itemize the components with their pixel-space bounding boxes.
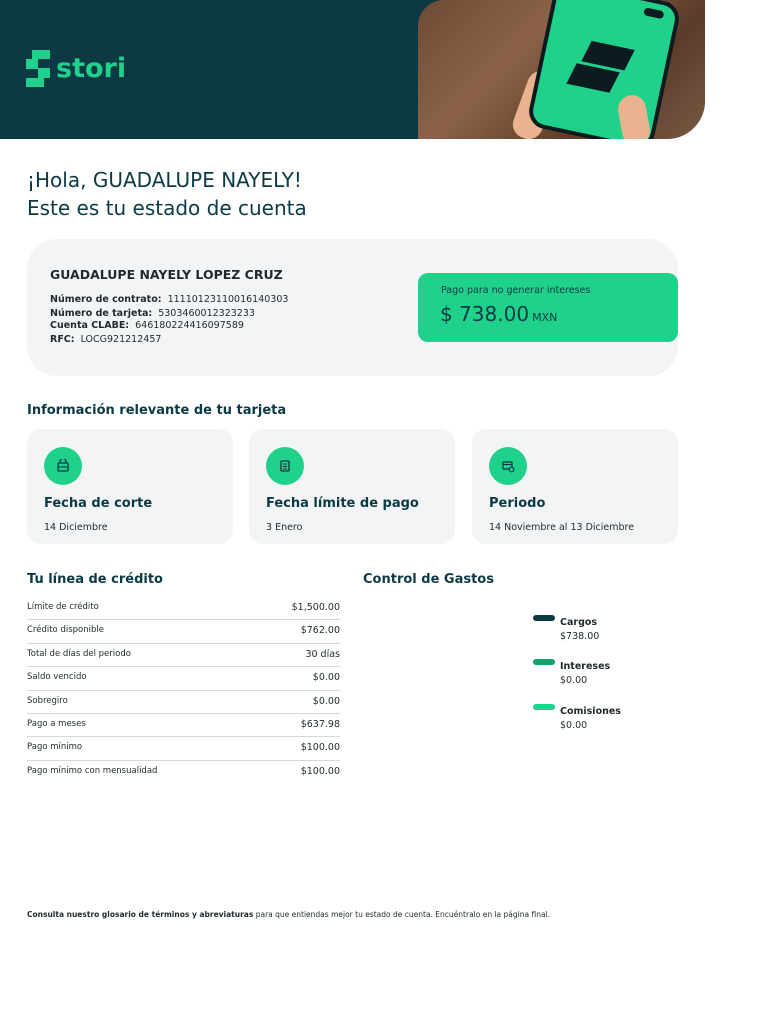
table-row: Saldo vencido $0.00: [27, 667, 340, 690]
credit-section-title: Tu línea de crédito: [27, 572, 163, 587]
account-row-card: Número de tarjeta: 5303460012323233: [50, 308, 255, 319]
legend-swatch: [533, 615, 555, 621]
card-title: Periodo: [489, 496, 546, 511]
table-row: Pago mínimo $100.00: [27, 737, 340, 760]
payment-label: Pago para no generar intereses: [441, 285, 591, 296]
account-row-clabe: Cuenta CLABE: 646180224416097589: [50, 320, 244, 331]
greeting: [27, 166, 307, 222]
calendar-icon: [266, 447, 304, 485]
card-title: Fecha límite de pago: [266, 496, 419, 511]
logo-text: stori: [56, 53, 127, 84]
table-row: Pago a meses $637.98: [27, 714, 340, 737]
card-periodo: [472, 429, 678, 544]
header-banner: [0, 0, 705, 139]
legend-swatch: [533, 659, 555, 665]
stori-logo: [26, 50, 126, 87]
table-row: Total de días del periodo 30 días: [27, 644, 340, 667]
greeting-line-1: ¡Hola, GUADALUPE NAYELY!: [27, 168, 302, 192]
expenses-section-title: Control de Gastos: [363, 572, 494, 587]
table-row: Pago mínimo con mensualidad $100.00: [27, 765, 340, 777]
account-row-contract: Número de contrato: 11110123110016140303: [50, 294, 289, 305]
table-row: Crédito disponible $762.00: [27, 620, 340, 643]
stori-logo-icon: [26, 50, 50, 87]
payment-box: [418, 273, 678, 342]
card-value: 14 Noviembre al 13 Diciembre: [489, 522, 635, 533]
payment-currency: MXN: [532, 311, 558, 324]
card-fecha-corte: [27, 429, 233, 544]
credit-table: [27, 597, 340, 784]
glossary-footnote: Consulta nuestro glosario de términos y abreviaturas para que entiendas mejor tu estado de cuenta. Encuéntralo en la página final.: [27, 910, 551, 919]
greeting-line-2: Este es tu estado de cuenta: [27, 196, 307, 220]
legend-swatch: [533, 704, 555, 710]
card-title: Fecha de corte: [44, 496, 153, 511]
table-row: Límite de crédito $1,500.00: [27, 597, 340, 620]
card-value: 14 Diciembre: [44, 522, 108, 533]
info-section-title: Información relevante de tu tarjeta: [27, 403, 287, 418]
card-value: 3 Enero: [266, 522, 303, 533]
table-row: Sobregiro $0.00: [27, 691, 340, 714]
account-holder-name: GUADALUPE NAYELY LOPEZ CRUZ: [50, 267, 283, 282]
calendar-range-icon: [489, 447, 527, 485]
payment-amount: $ 738.00 MXN: [440, 302, 558, 326]
card-fecha-limite: [249, 429, 455, 544]
calendar-cut-icon: [44, 447, 82, 485]
account-row-rfc: RFC: LOCG921212457: [50, 334, 162, 345]
